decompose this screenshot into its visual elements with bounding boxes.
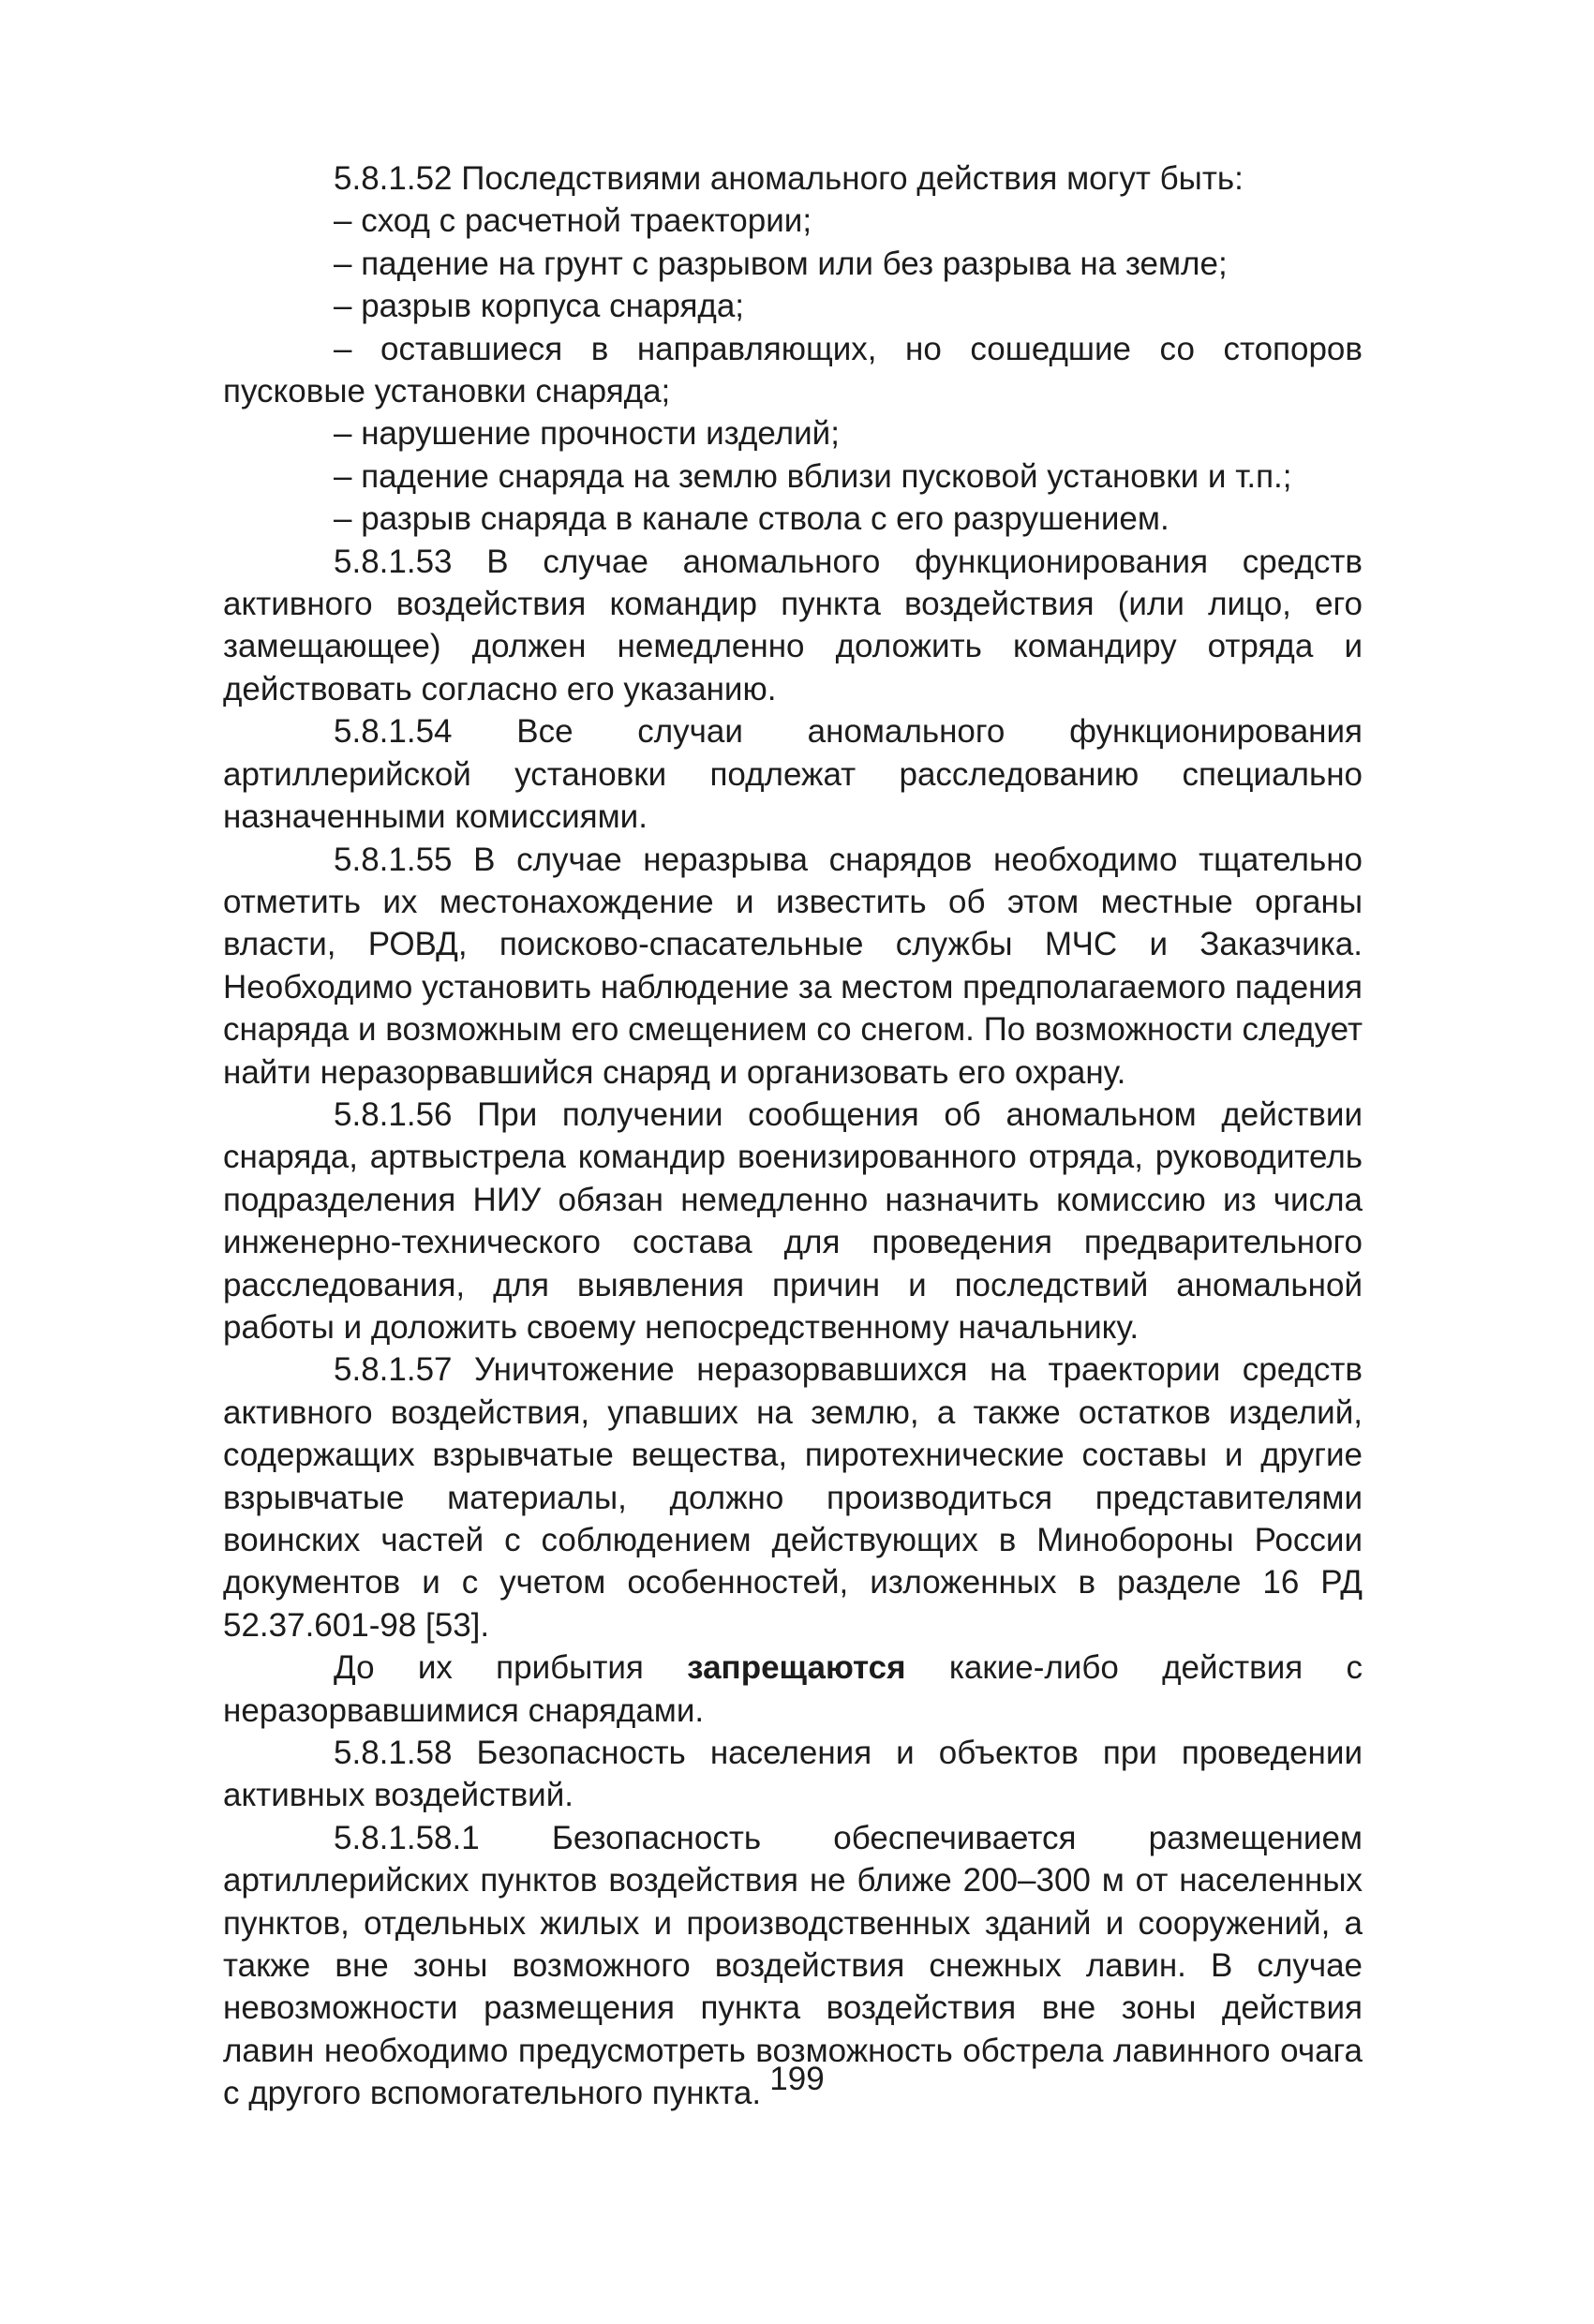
body-text xyxy=(223,157,1363,2115)
list-item: – падение на грунт с разрывом или без разрыва на земле; xyxy=(334,245,1228,282)
page-number: 199 xyxy=(769,2061,825,2097)
list-item: – падение снаряда на землю вблизи пусковой установки и т.п.; xyxy=(334,457,1292,495)
paragraph-5-8-1-53: 5.8.1.53 В случае аномального функционирования средств активного воздействия командир пункта воздействия (или лицо, его замещающее) должен немедленно доложить командиру отряда и действовать согласно его указанию. xyxy=(223,543,1363,708)
paragraph-5-8-1-58: 5.8.1.58 Безопасность населения и объектов при проведении активных воздействий. xyxy=(223,1735,1363,1814)
prohibited-emphasis: запрещаются xyxy=(687,1649,906,1687)
paragraph-5-8-1-54: 5.8.1.54 Все случаи аномального функционирования артиллерийской установки подлежат расследованию специально назначенными комиссиями. xyxy=(223,713,1363,836)
list-item: – разрыв снаряда в канале ствола с его разрушением. xyxy=(334,500,1169,538)
paragraph-arrival-prohibition xyxy=(223,1646,1363,1732)
paragraph-5-8-1-56: 5.8.1.56 При получении сообщения об аномальном действии снаряда, артвыстрела командир военизированного отряда, руководитель подразделения НИУ обязан немедленно назначить комиссию из числа инженерно-технического состава для проведения предварительного расследования, для выявления причин и последствий аномальной работы и доложить своему непосредственному начальнику. xyxy=(223,1095,1363,1346)
list-item: – оставшиеся в направляющих, но сошедшие со стопоров пусковые установки снаряда; xyxy=(223,330,1363,410)
paragraph-5-8-1-52: 5.8.1.52 Последствиями аномального действия могут быть: xyxy=(334,160,1244,197)
paragraph-5-8-1-57: 5.8.1.57 Уничтожение неразорвавшихся на траектории средств активного воздействия, упавших на землю, а также остатков изделий, содержащих взрывчатые вещества, пиротехнические составы и другие взрывчатые материалы, должно производиться представителями воинских частей с соблюдением действующих в Минобороны России документов и с учетом особенностей, изложенных в разделе 16 РД 52.37.601-98 [53]. xyxy=(223,1351,1363,1644)
paragraph-5-8-1-58-1: 5.8.1.58.1 Безопасность обеспечивается размещением артиллерийских пунктов воздействия не ближе 200–300 м от населенных пунктов, отдельных жилых и производственных зданий и сооружений, а также вне зоны возможного воздействия снежных лавин. В случае невозможности размещения пункта воздействия вне зоны действия лавин необходимо предусмотреть возможность обстрела лавинного очага с другого вспомогательного пункта. xyxy=(223,1819,1363,2112)
arrival-text-after: какие-либо действия с неразорвавшимися снарядами. xyxy=(223,1649,1363,1729)
list-item: – сход с расчетной траектории; xyxy=(334,202,812,240)
list-item: – нарушение прочности изделий; xyxy=(334,415,840,453)
arrival-text-before: До их прибытия xyxy=(334,1649,688,1687)
list-item: – разрыв корпуса снаряда; xyxy=(334,288,745,325)
paragraph-5-8-1-55: 5.8.1.55 В случае неразрыва снарядов необходимо тщательно отметить их местонахождение и известить об этом местные органы власти, РОВД, поисково-спасательные службы МЧС и Заказчика. Необходимо установить наблюдение за местом предполагаемого падения снаряда и возможным его смещением со снегом. По возможности следует найти неразорвавшийся снаряд и организовать его охрану. xyxy=(223,841,1363,1091)
